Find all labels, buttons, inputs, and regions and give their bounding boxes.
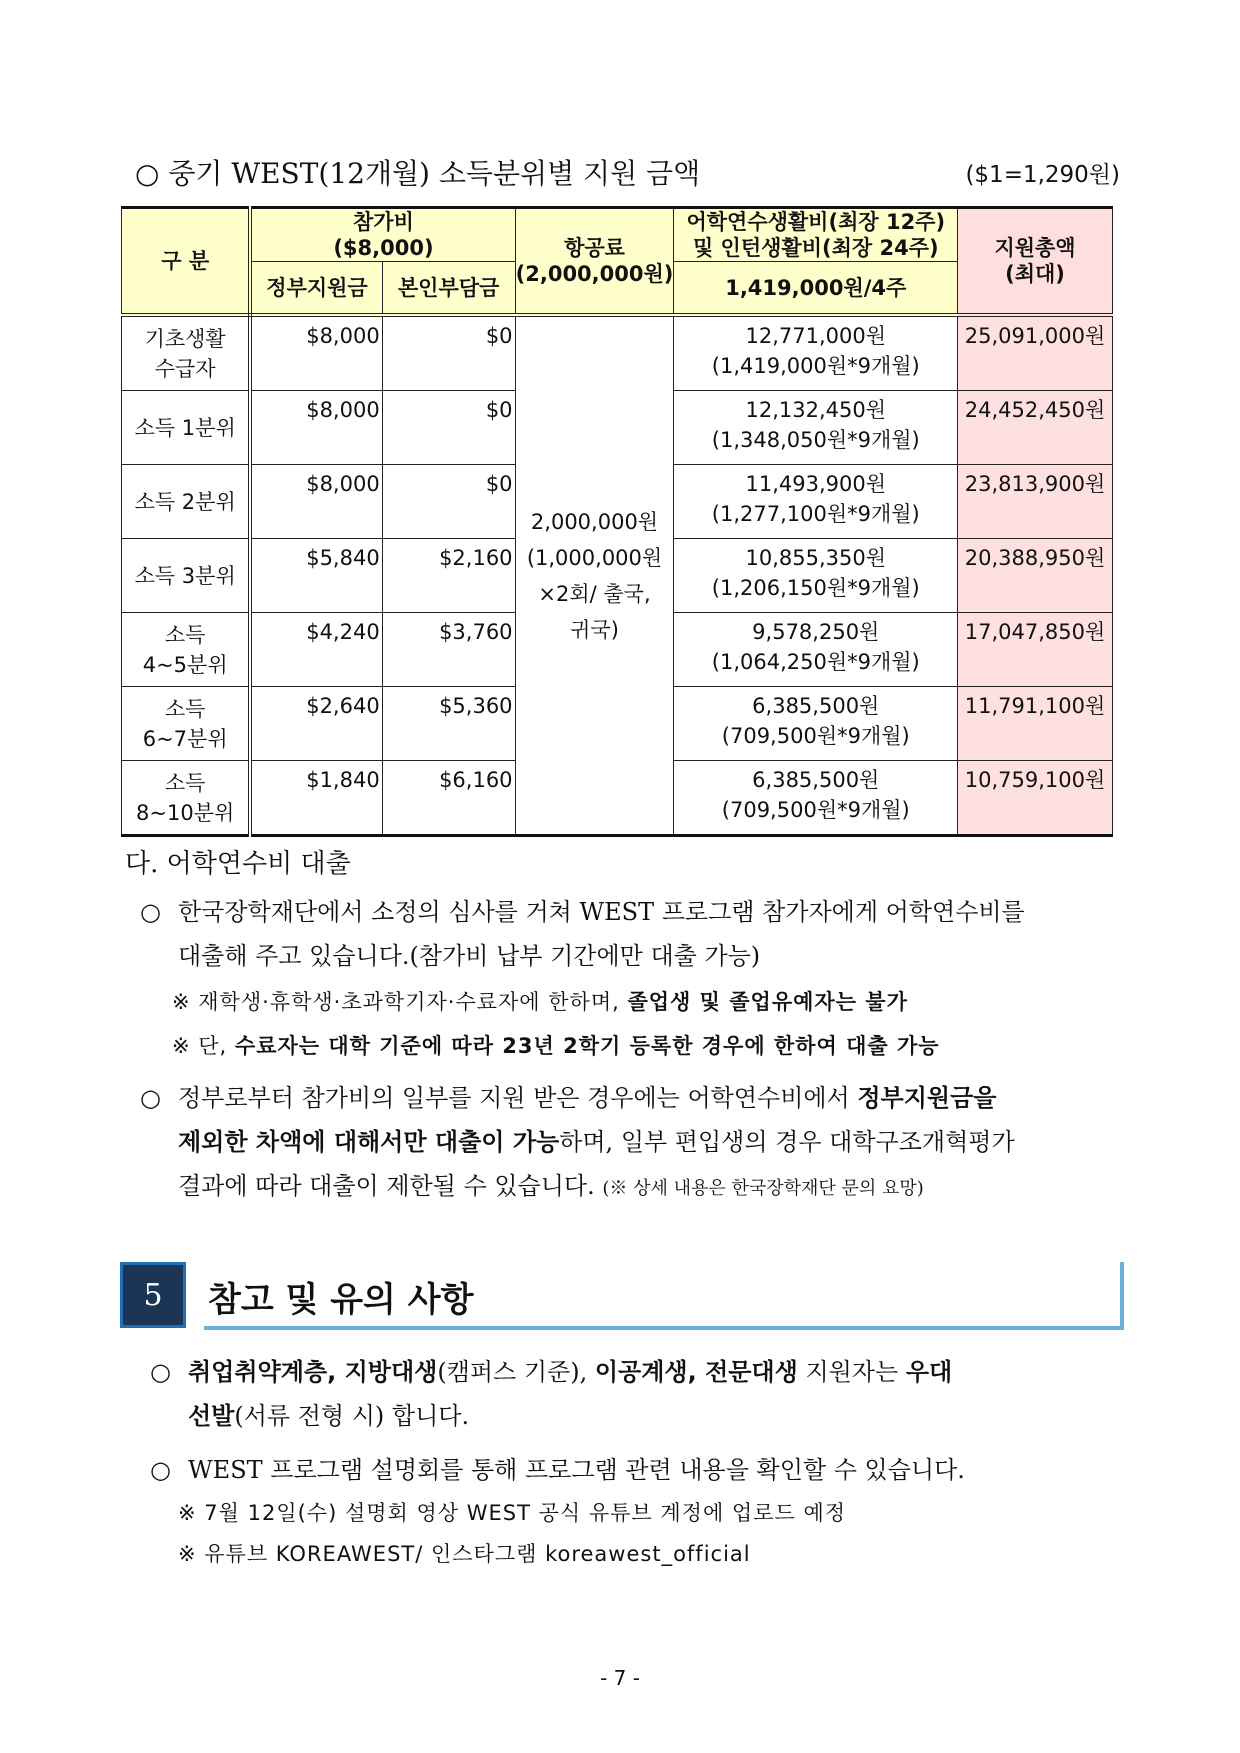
living-amount: 12,771,000원: [745, 324, 887, 348]
airfare-amount: (2,000,000원): [515, 262, 674, 286]
gov-cell: $8,000: [250, 391, 382, 465]
total-cell: 24,452,450원: [958, 391, 1113, 465]
text: 정부지원금을: [857, 1084, 997, 1112]
total-cell: 10,759,100원: [958, 761, 1113, 836]
exchange-rate: ($1=1,290원): [965, 162, 1120, 188]
text: 하며, 일부 편입생의 경우 대학구조개혁평가: [559, 1128, 1015, 1156]
text: 수료자는 대학 기준에 따라 23년 2학기 등록한 경우에 한하여 대출 가능: [234, 1034, 940, 1058]
self-cell: $0: [382, 465, 515, 539]
total-cell: 11,791,100원: [958, 687, 1113, 761]
text: WEST 프로그램 설명회를 통해 프로그램 관련 내용을 확인할 수 있습니다.: [188, 1456, 965, 1484]
loan-paragraph-1: [140, 890, 1120, 978]
living-cell: [674, 761, 958, 836]
category: 소득: [164, 696, 206, 721]
total-cell: 25,091,000원: [958, 315, 1113, 391]
gov-cell: $8,000: [250, 315, 382, 391]
section-title: 참고 및 유의 사항: [208, 1280, 474, 1320]
bullet: ○: [140, 898, 161, 926]
total-cell: 17,047,850원: [958, 613, 1113, 687]
living-amount: 6,385,500원: [752, 694, 880, 718]
total-label: 지원총액: [994, 236, 1076, 260]
living-cell: [674, 687, 958, 761]
self-cell: $0: [382, 315, 515, 391]
bullet: ○: [150, 1358, 171, 1386]
text: 선발: [188, 1402, 235, 1430]
text: 이공계생, 전문대생: [594, 1358, 798, 1386]
category-cell: [122, 761, 251, 836]
airfare-label: 항공료: [564, 236, 625, 260]
loan-heading: 다. 어학연수비 대출: [125, 849, 351, 879]
gov-cell: $5,840: [250, 539, 382, 613]
living-cell: [674, 315, 958, 391]
text: (캠퍼스 기준),: [437, 1358, 595, 1386]
text: (※ 상세 내용은 한국장학재단 문의 요망): [602, 1178, 924, 1199]
category-cell: [122, 613, 251, 687]
living-detail: (1,206,150원*9개월): [711, 576, 920, 600]
living-cell: [674, 539, 958, 613]
living-detail: (709,500원*9개월): [721, 798, 910, 822]
living-cell: [674, 391, 958, 465]
total-label-2: (최대): [1005, 262, 1065, 286]
fee-amount: ($8,000): [333, 236, 434, 260]
category-2: 6~7분위: [142, 726, 228, 751]
self-cell: $3,760: [382, 613, 515, 687]
living-amount: 9,578,250원: [752, 620, 880, 644]
notice-bullet-2: [150, 1448, 1130, 1492]
loan-note-2: [172, 1030, 940, 1060]
text: 우대: [905, 1358, 953, 1386]
header-living: [674, 208, 958, 262]
self-cell: $6,160: [382, 761, 515, 836]
section-underline: [204, 1326, 1124, 1330]
header-gov: 정부지원금: [250, 262, 382, 316]
section-number-badge: 5: [120, 1262, 186, 1328]
text: ※ 재학생·휴학생·초과학기자·수료자에 한하며,: [172, 990, 628, 1014]
notice-note-2: ※ 유튜브 KOREAWEST/ 인스타그램 koreawest_official: [178, 1542, 751, 1566]
living-cell: [674, 613, 958, 687]
header-self: 본인부담금: [382, 262, 515, 316]
airfare-cell: [515, 315, 674, 836]
living-amount: 10,855,350원: [745, 546, 887, 570]
text: 졸업생 및 졸업유예자는 불가: [627, 990, 908, 1014]
self-cell: $2,160: [382, 539, 515, 613]
living-detail: (1,348,050원*9개월): [711, 428, 920, 452]
header-airfare: [515, 208, 674, 316]
self-cell: $5,360: [382, 687, 515, 761]
notice-bullet-1: [150, 1350, 1120, 1438]
living-amount: 6,385,500원: [752, 768, 880, 792]
header-category: 구 분: [122, 208, 251, 316]
airfare-line: (1,000,000원: [526, 545, 663, 570]
category: 기초생활: [144, 326, 226, 351]
living-detail: (1,277,100원*9개월): [711, 502, 920, 526]
gov-cell: $2,640: [250, 687, 382, 761]
airfare-line: 2,000,000원: [530, 509, 659, 534]
category-cell: [122, 465, 251, 539]
airfare-line: 귀국): [570, 617, 619, 642]
total-cell: 20,388,950원: [958, 539, 1113, 613]
category-cell: [122, 391, 251, 465]
loan-note-1: [172, 986, 908, 1016]
text: 제외한 차액에 대해서만 대출이 가능: [178, 1128, 560, 1156]
text: 결과에 따라 대출이 제한될 수 있습니다.: [178, 1172, 603, 1200]
gov-cell: $8,000: [250, 465, 382, 539]
text: (서류 전형 시) 합니다.: [234, 1402, 470, 1430]
category-2: 4~5분위: [142, 652, 228, 677]
living-detail: (709,500원*9개월): [721, 724, 910, 748]
category: 소득: [164, 622, 206, 647]
total-cell: 23,813,900원: [958, 465, 1113, 539]
text: 지원자는: [797, 1358, 906, 1386]
text: 대출해 주고 있습니다.(참가비 납부 기간에만 대출 가능): [178, 942, 761, 970]
header-living-rate: 1,419,000원/4주: [674, 262, 958, 316]
category-cell: [122, 315, 251, 391]
self-cell: $0: [382, 391, 515, 465]
gov-cell: $1,840: [250, 761, 382, 836]
airfare-line: ×2회/ 출국,: [538, 581, 651, 606]
living-label-2: 및 인턴생활비(최장 24주): [692, 236, 939, 260]
living-detail: (1,064,250원*9개월): [711, 650, 920, 674]
gov-cell: $4,240: [250, 613, 382, 687]
living-amount: 12,132,450원: [745, 398, 887, 422]
header-fee: [250, 208, 515, 262]
table-title: ○ 중기 WEST(12개월) 소득분위별 지원 금액: [135, 157, 701, 190]
category-cell: [122, 687, 251, 761]
bullet: ○: [140, 1084, 161, 1112]
notice-note-1: ※ 7월 12일(수) 설명회 영상 WEST 공식 유튜브 계정에 업로드 예정: [178, 1501, 847, 1525]
category: 소득 3분위: [134, 563, 236, 588]
category-cell: [122, 539, 251, 613]
category-2: 수급자: [154, 356, 216, 381]
category-2: 8~10분위: [136, 800, 235, 825]
text: 취업취약계층, 지방대생: [188, 1358, 438, 1386]
category: 소득 2분위: [134, 489, 236, 514]
table-row: [122, 315, 1113, 391]
living-detail: (1,419,000원*9개월): [711, 354, 920, 378]
header-total: [958, 208, 1113, 316]
living-cell: [674, 465, 958, 539]
bullet: ○: [150, 1456, 171, 1484]
text: 한국장학재단에서 소정의 심사를 거쳐 WEST 프로그램 참가자에게 어학연수비를: [178, 898, 1025, 926]
fee-label: 참가비: [353, 210, 414, 234]
page-number: - 7 -: [600, 1666, 640, 1690]
loan-paragraph-2: [140, 1076, 1120, 1211]
category: 소득: [164, 770, 206, 795]
text: ※ 단,: [172, 1034, 235, 1058]
section-border: [1120, 1262, 1124, 1330]
category: 소득 1분위: [134, 415, 236, 440]
text: 정부로부터 참가비의 일부를 지원 받은 경우에는 어학연수비에서: [178, 1084, 858, 1112]
living-label-1: 어학연수생활비(최장 12주): [686, 210, 946, 234]
living-amount: 11,493,900원: [745, 472, 887, 496]
support-amount-table: [121, 206, 1113, 837]
